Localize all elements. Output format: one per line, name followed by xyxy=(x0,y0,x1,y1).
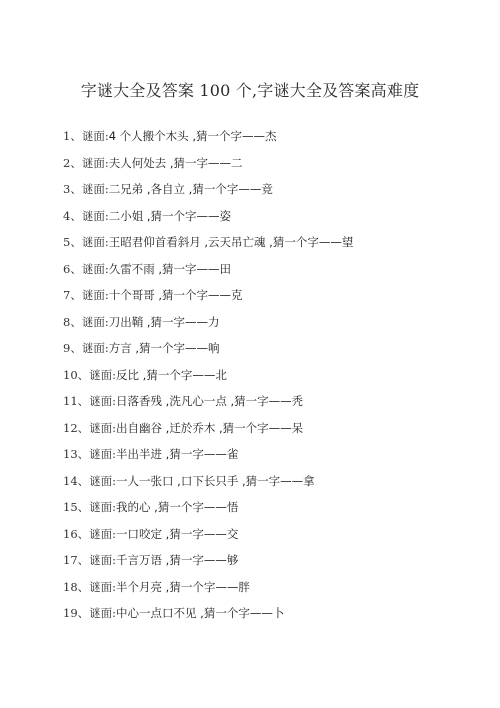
riddle-item xyxy=(63,123,483,150)
riddle-text: 二小姐 ,猜一个字——姿 xyxy=(108,208,232,223)
page-title: 字谜大全及答案 100 个,字谜大全及答案高难度 xyxy=(80,81,420,100)
riddle-number: 12、 xyxy=(63,420,90,435)
riddle-item xyxy=(63,150,483,177)
riddle-text: 十个哥哥 ,猜一个字——克 xyxy=(108,288,243,302)
riddle-list xyxy=(63,123,483,627)
riddle-item xyxy=(63,521,483,548)
riddle-number: 16、 xyxy=(63,526,90,541)
riddle-text: 一人一张口 ,口下长只手 ,猜一字——拿 xyxy=(116,473,315,488)
riddle-text: 久雷不雨 ,猜一字——田 xyxy=(108,261,232,276)
riddle-number: 19、 xyxy=(63,606,90,620)
riddle-item xyxy=(63,388,483,415)
riddle-tag: 谜面: xyxy=(81,314,109,329)
riddle-item xyxy=(63,574,483,601)
riddle-text: 方言 ,猜一个字——响 xyxy=(108,341,220,355)
riddle-tag: 谜面: xyxy=(81,208,109,223)
riddle-number: 4、 xyxy=(63,208,82,223)
riddle-text: 半个月亮 ,猜一个字——胖 xyxy=(116,579,250,594)
riddle-number: 3、 xyxy=(63,182,82,196)
riddle-item xyxy=(63,441,483,468)
riddle-tag: 谜面: xyxy=(89,500,117,514)
riddle-number: 6、 xyxy=(63,261,82,276)
riddle-text: 中心一点口不见 ,猜一个字——卜 xyxy=(116,606,285,620)
riddle-tag: 谜面: xyxy=(89,447,117,461)
riddle-tag: 谜面: xyxy=(81,288,109,302)
riddle-number: 7、 xyxy=(63,288,82,302)
riddle-number: 18、 xyxy=(63,579,90,594)
riddle-text: 千言万语 ,猜一字——够 xyxy=(116,553,239,567)
riddle-text: 二兄弟 ,各自立 ,猜一个字——竞 xyxy=(108,182,273,196)
riddle-tag: 谜面: xyxy=(89,394,117,408)
riddle-item xyxy=(63,256,483,283)
riddle-item xyxy=(63,176,483,203)
riddle-number: 13、 xyxy=(63,447,90,461)
riddle-text: 我的心 ,猜一个字——悟 xyxy=(116,500,239,514)
riddle-tag: 谜面: xyxy=(81,341,109,355)
riddle-text: 一口咬定 ,猜一字——交 xyxy=(116,526,239,541)
riddle-item xyxy=(63,229,483,256)
riddle-text: 反比 ,猜一个字——北 xyxy=(116,367,227,382)
riddle-tag: 谜面: xyxy=(81,261,109,276)
riddle-tag: 谜面: xyxy=(89,367,117,382)
riddle-tag: 谜面: xyxy=(81,235,109,249)
riddle-number: 5、 xyxy=(63,235,82,249)
riddle-text: 4 个人搬个木头 ,猜一个字——杰 xyxy=(108,129,277,143)
riddle-tag: 谜面: xyxy=(81,182,109,196)
riddle-number: 14、 xyxy=(63,473,90,488)
riddle-text: 王昭君仰首看斜月 ,云天吊亡魂 ,猜一个字——望 xyxy=(108,235,354,249)
riddle-item xyxy=(63,600,483,627)
riddle-number: 8、 xyxy=(63,314,82,329)
riddle-number: 15、 xyxy=(63,500,90,514)
riddle-text: 半出半进 ,猜一字——雀 xyxy=(116,447,239,461)
riddle-tag: 谜面: xyxy=(89,526,117,541)
riddle-text: 刀出鞘 ,猜一字——力 xyxy=(108,314,220,329)
riddle-number: 11、 xyxy=(63,394,90,408)
riddle-item xyxy=(63,309,483,336)
riddle-tag: 谜面: xyxy=(89,420,117,435)
riddle-number: 10、 xyxy=(63,367,90,382)
riddle-item xyxy=(63,415,483,442)
riddle-number: 2、 xyxy=(63,155,82,170)
riddle-tag: 谜面: xyxy=(89,473,117,488)
riddle-text: 出自幽谷 ,迁於乔木 ,猜一个字——呆 xyxy=(116,420,304,435)
riddle-item xyxy=(63,547,483,574)
riddle-item xyxy=(63,282,483,309)
riddle-tag: 谜面: xyxy=(81,129,109,143)
riddle-tag: 谜面: xyxy=(81,155,109,170)
riddle-tag: 谜面: xyxy=(89,579,117,594)
riddle-item xyxy=(63,468,483,495)
riddle-number: 9、 xyxy=(63,341,82,355)
riddle-item xyxy=(63,203,483,230)
riddle-number: 1、 xyxy=(63,129,82,143)
riddle-text: 日落香残 ,洗凡心一点 ,猜一字——秃 xyxy=(116,394,304,408)
riddle-tag: 谜面: xyxy=(89,606,117,620)
riddle-item xyxy=(63,335,483,362)
riddle-item xyxy=(63,362,483,389)
riddle-item xyxy=(63,494,483,521)
riddle-tag: 谜面: xyxy=(89,553,117,567)
riddle-text: 夫人何处去 ,猜一字——二 xyxy=(108,155,243,170)
riddle-number: 17、 xyxy=(63,553,90,567)
